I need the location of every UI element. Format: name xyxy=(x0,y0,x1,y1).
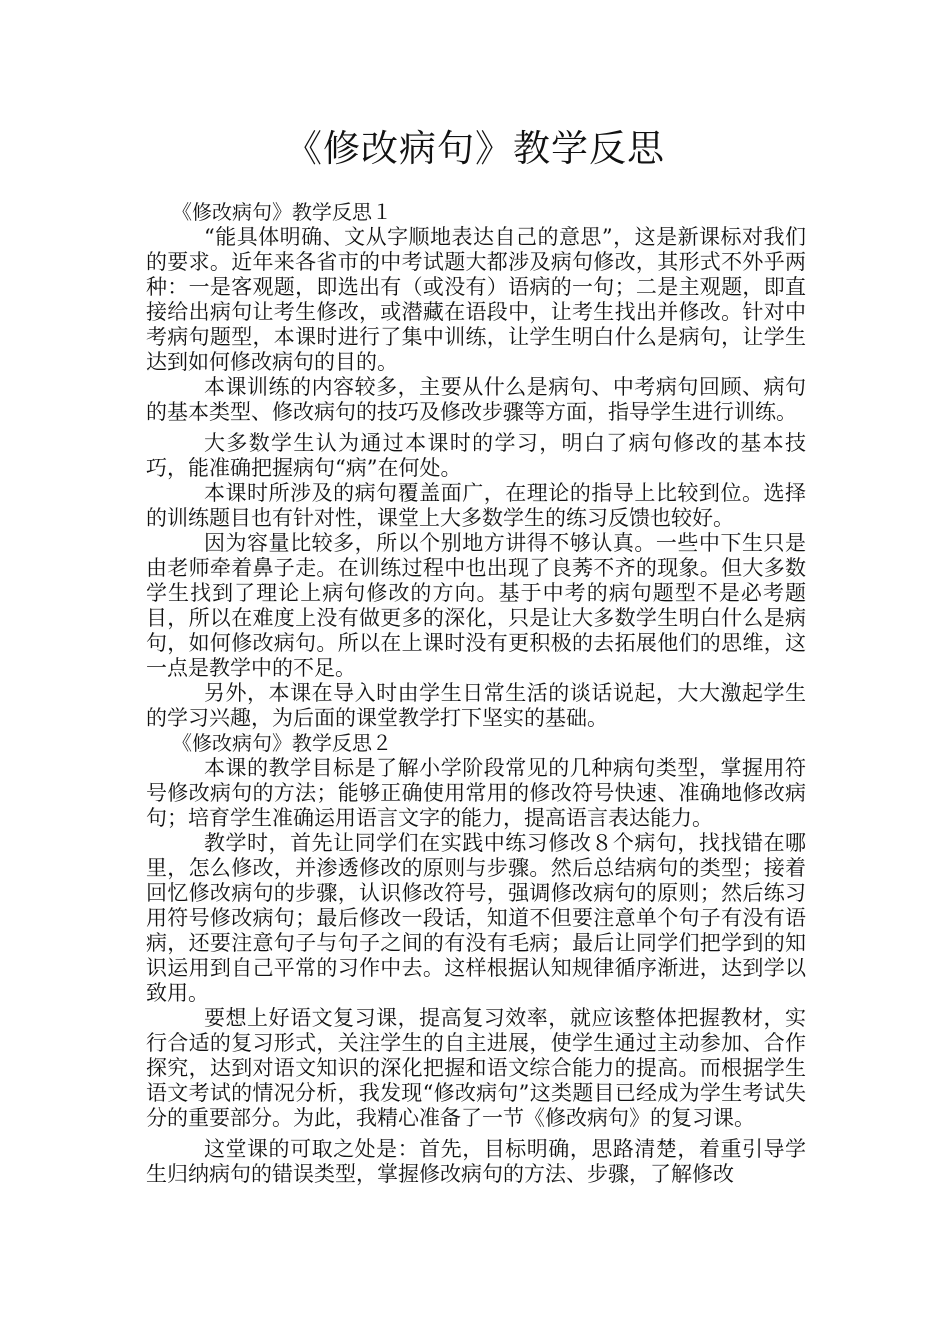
paragraph: 本课的教学目标是了解小学阶段常见的几种病句类型，掌握用符号修改病句的方法；能够正确使用常用的修改符号快速、准确地修改病句；培育学生准确运用语言文字的能力，提高语言表达能力。 xyxy=(146,756,806,830)
document-body xyxy=(146,200,806,1187)
document-title: 《修改病句》教学反思 xyxy=(285,127,665,170)
paragraph: 教学时，首先让同学们在实践中练习修改８个病句，找找错在哪里，怎么修改，并渗透修改的原则与步骤。然后总结病句的类型；接着回忆修改病句的步骤，认识修改符号，强调修改病句的原则；然后练习用符号修改病句；最后修改一段话，知道不但要注意单个句子有没有语病，还要注意句子与句子之间的有没有毛病；最后让同学们把学到的知识运用到自己平常的习作中去。这样根据认知规律循序渐进，达到学以致用。 xyxy=(146,831,806,1005)
section-heading-2: 《修改病句》教学反思２ xyxy=(172,731,392,755)
paragraph: 本课时所涉及的病句覆盖面广，在理论的指导上比较到位。选择的训练题目也有针对性，课堂上大多数学生的练习反馈也较好。 xyxy=(146,481,806,530)
paragraph: 这堂课的可取之处是：首先，目标明确，思路清楚，着重引导学生归纳病句的错误类型，掌握修改病句的方法、步骤，了解修改 xyxy=(146,1137,806,1186)
section-heading-1: 《修改病句》教学反思１ xyxy=(172,200,392,224)
paragraph: 要想上好语文复习课，提高复习效率，就应该整体把握教材，实行合适的复习形式，关注学生的自主进展，使学生通过主动参加、合作探究，达到对语文知识的深化把握和语文综合能力的提高。而根据学生语文考试的情况分析，我发现“修改病句”这类题目已经成为学生考试失分的重要部分。为此，我精心准备了一节《修改病句》的复习课。 xyxy=(146,1006,806,1130)
paragraph: “能具体明确、文从字顺地表达自己的意思”，这是新课标对我们的要求。近年来各省市的中考试题大都涉及病句修改，其形式不外乎两种：一是客观题，即选出有（或没有）语病的一句；二是主观题，即直接给出病句让考生修改，或潜藏在语段中，让考生找出并修改。针对中考病句题型，本课时进行了集中训练，让学生明白什么是病句，让学生达到如何修改病句的目的。 xyxy=(146,225,806,374)
paragraph: 本课训练的内容较多，主要从什么是病句、中考病句回顾、病句的基本类型、修改病句的技巧及修改步骤等方面，指导学生进行训练。 xyxy=(146,375,806,424)
paragraph: 大多数学生认为通过本课时的学习，明白了病句修改的基本技巧，能准确把握病句“病”在何处。 xyxy=(146,431,806,480)
paragraph: 另外，本课在导入时由学生日常生活的谈话说起，大大激起学生的学习兴趣，为后面的课堂教学打下坚实的基础。 xyxy=(146,681,806,730)
paragraph: 因为容量比较多，所以个别地方讲得不够认真。一些中下生只是由老师牵着鼻子走。在训练过程中也出现了良莠不齐的现象。但大多数学生找到了理论上病句修改的方向。基于中考的病句题型不是必考题目，所以在难度上没有做更多的深化，只是让大多数学生明白什么是病句，如何修改病句。所以在上课时没有更积极的去拓展他们的思维，这一点是教学中的不足。 xyxy=(146,531,806,680)
